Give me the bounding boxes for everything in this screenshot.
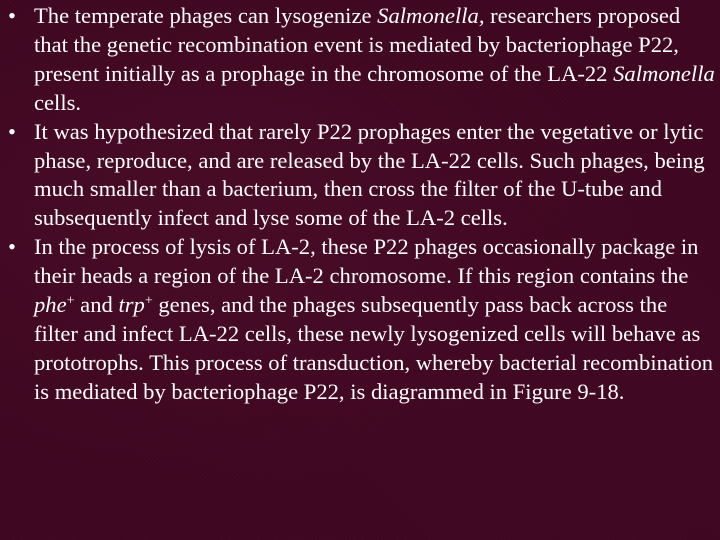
gene-trp: trp (118, 292, 145, 318)
bullet-2-text: It was hypothesized that rarely P22 prophages enter the vegetative or lytic phase, reproduce, and are released by the LA-22 cells. Such phages, being much smaller than a bacterium, then cross the filter of the U-tube and subsequently infect and lyse some of the LA-2 cells. (34, 118, 705, 231)
gene-phe-superscript: + (66, 293, 75, 309)
bullet-item-1 (6, 2, 716, 118)
bullet-3-text: In the process of lysis of LA-2, these P22 phages occasionally package in their heads a region of the LA-2 chromosome. If this region contains the phe+ and trp+ genes, and the phages subsequently pass back across the filter and infect LA-22 cells, these newly lysogenized cells will behave as prototrophs. This process of transduction, whereby bacterial recombination is mediated by bacteriophage P22, is diagrammed in Figure 9-18. (34, 234, 714, 404)
bullet-1-text: The temperate phages can lysogenize Salmonella, researchers proposed that the genetic recombination event is mediated by bacteriophage P22, present initially as a prophage in the chromosome of the LA-22 Salmonella cells. (34, 3, 715, 115)
italic-term: Salmonella, (377, 3, 485, 28)
bullet-icon: • (8, 118, 16, 144)
bullet-list (6, 2, 716, 407)
bullet-item-3 (6, 233, 716, 406)
bullet-icon: • (8, 3, 16, 28)
italic-term: Salmonella (613, 60, 715, 86)
bullet-icon: • (8, 234, 16, 260)
gene-phe: phe (34, 292, 67, 318)
gene-trp-superscript: + (144, 293, 153, 309)
bullet-item-2 (6, 118, 716, 234)
